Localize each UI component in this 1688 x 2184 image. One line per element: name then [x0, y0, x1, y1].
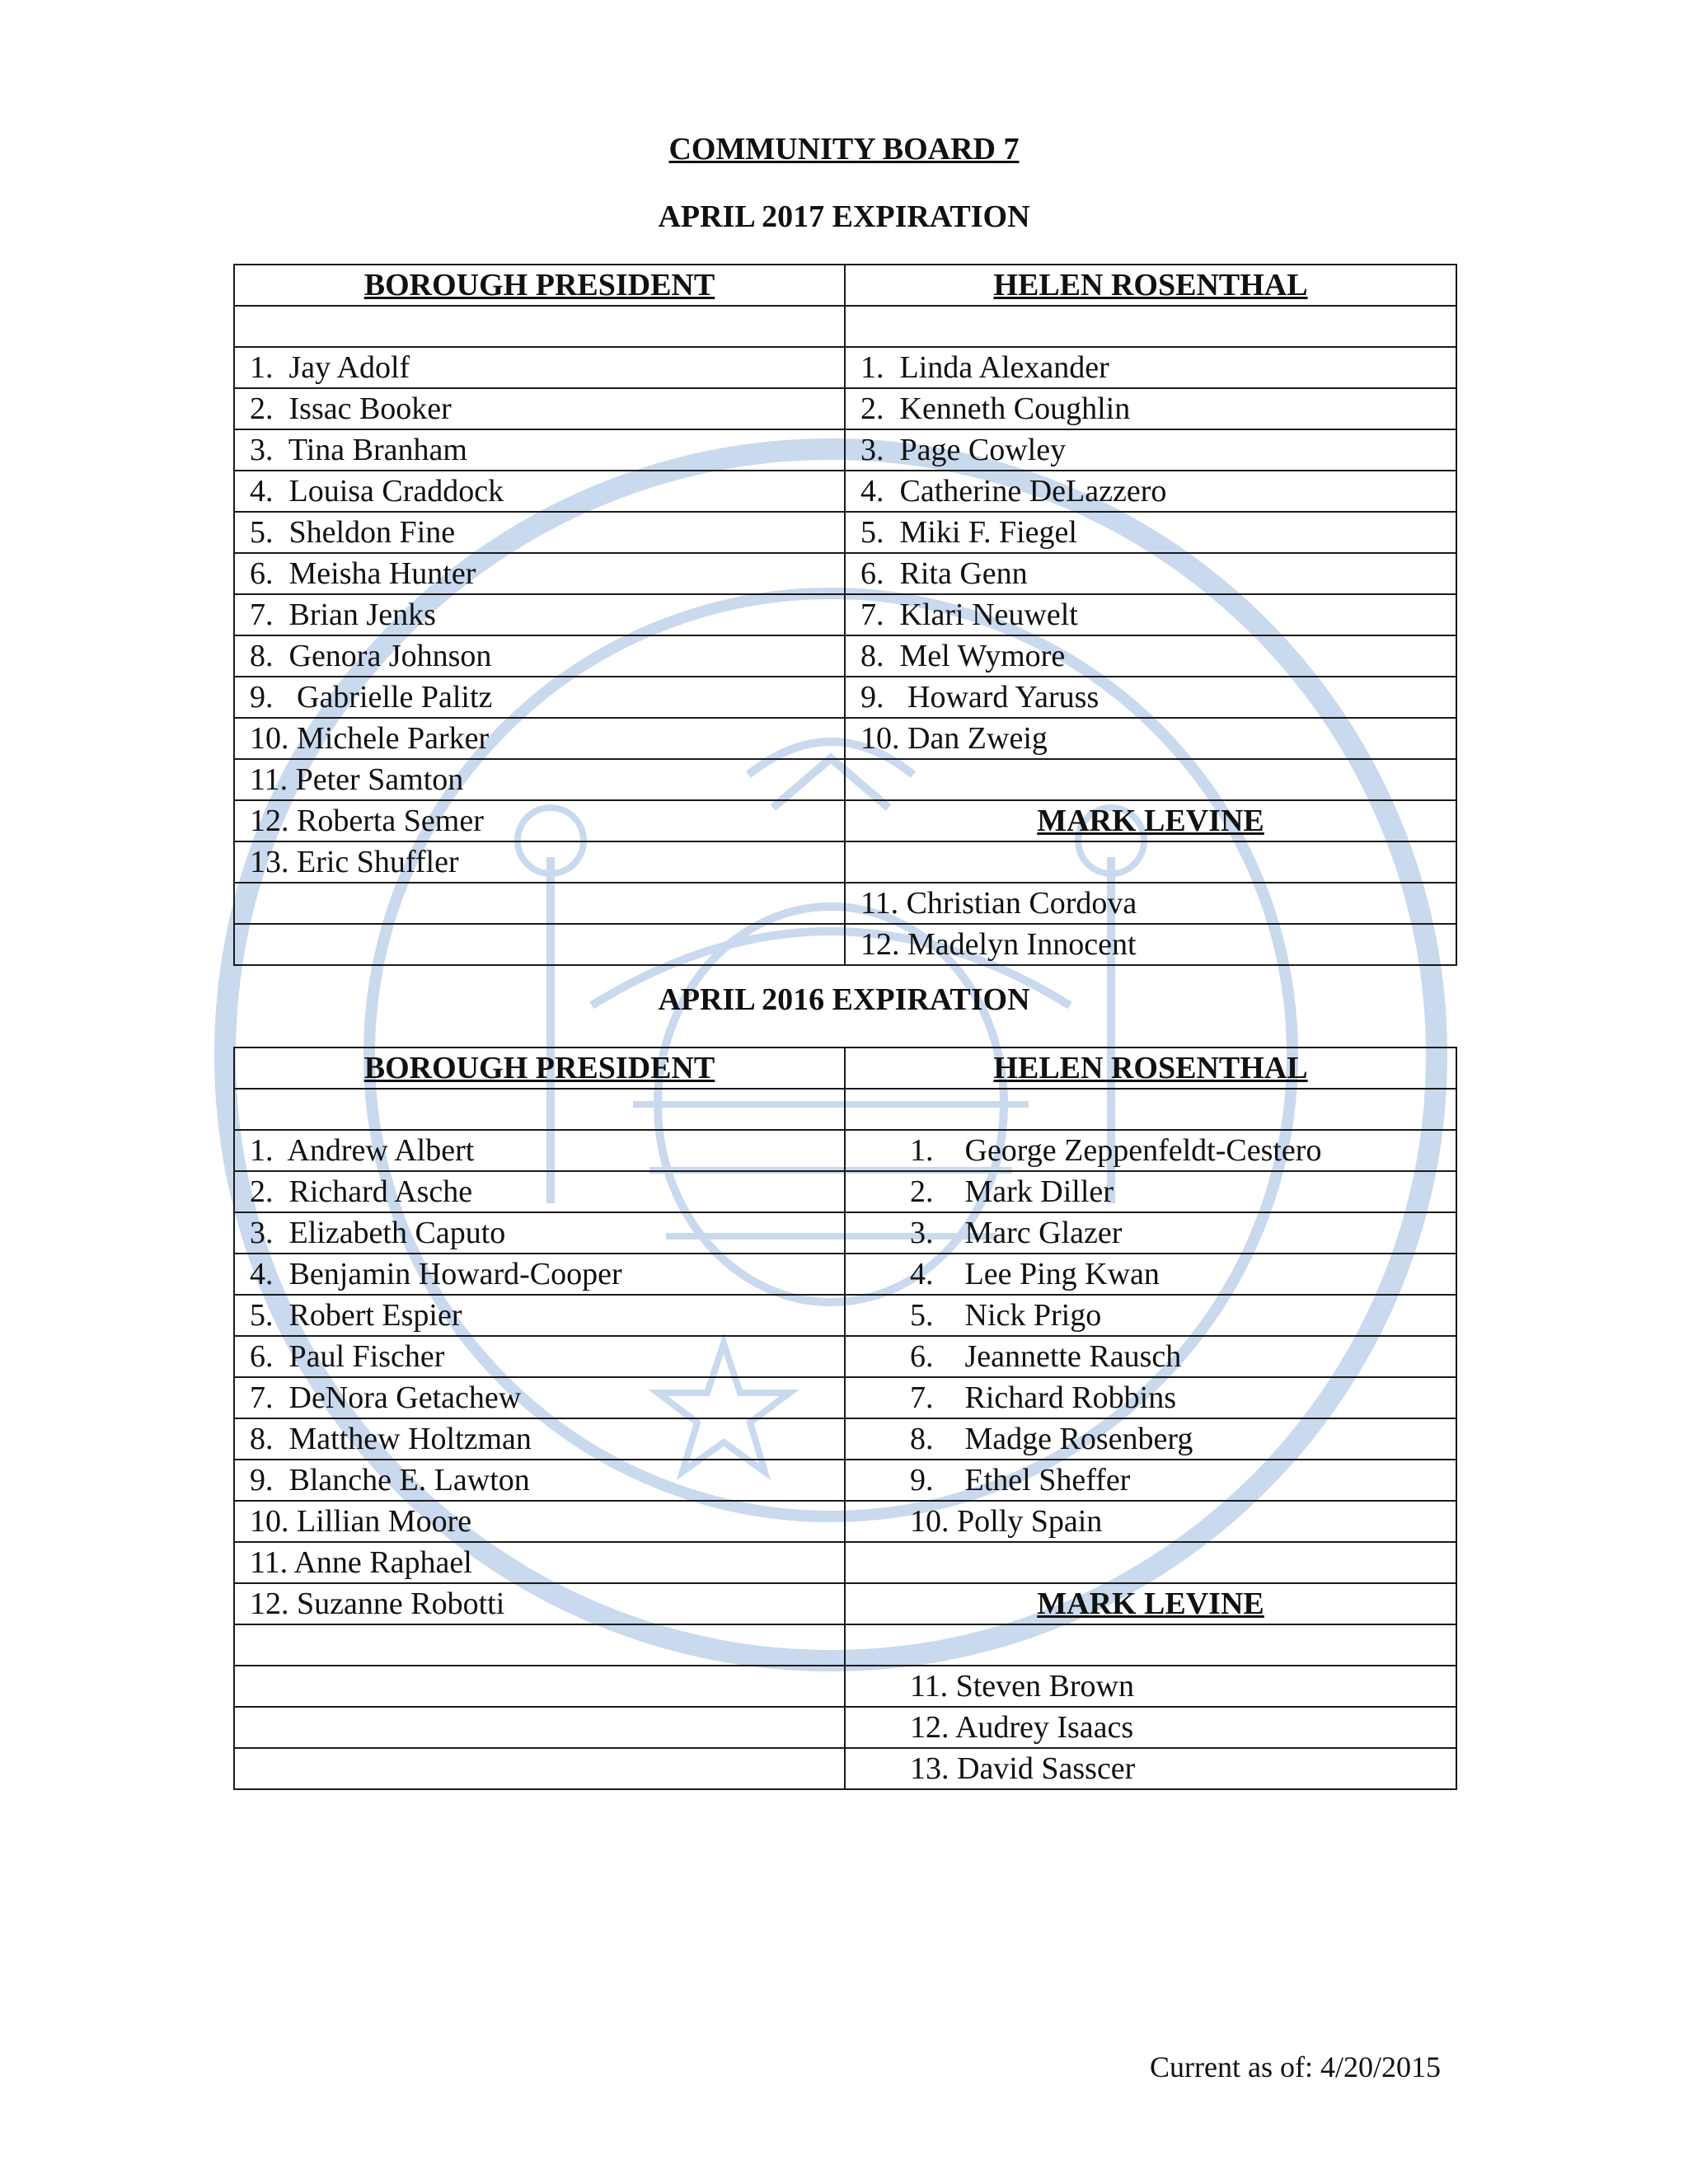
member-name: 6. Rita Genn — [845, 553, 1456, 594]
member-name: 11. Peter Samton — [234, 759, 845, 800]
table-2016 — [233, 1047, 1457, 1790]
member-name: 12. Suzanne Robotti — [234, 1583, 845, 1624]
member-name: 2. Mark Diller — [845, 1171, 1456, 1212]
member-name: 12. Madelyn Innocent — [845, 924, 1456, 965]
member-name: 13. Eric Shuffler — [234, 841, 845, 883]
table-row — [234, 1707, 1456, 1748]
table-row — [234, 1542, 1456, 1583]
member-name: 3. Elizabeth Caputo — [234, 1212, 845, 1254]
table-row — [234, 1336, 1456, 1377]
table-row — [234, 594, 1456, 635]
table-row — [234, 1501, 1456, 1542]
member-name: 3. Page Cowley — [845, 429, 1456, 471]
column-header-mark-levine: MARK LEVINE — [845, 1583, 1456, 1624]
member-name: 11. Anne Raphael — [234, 1542, 845, 1583]
member-name: 9. Ethel Sheffer — [845, 1460, 1456, 1501]
empty-cell — [845, 759, 1456, 800]
column-header-helen-rosenthal: HELEN ROSENTHAL — [845, 265, 1456, 306]
member-name: 10. Dan Zweig — [845, 718, 1456, 759]
table-row — [234, 841, 1456, 883]
member-name: 1. George Zeppenfeldt-Cestero — [845, 1130, 1456, 1171]
table-row — [234, 1377, 1456, 1418]
table-row — [234, 1212, 1456, 1254]
member-name: 10. Lillian Moore — [234, 1501, 845, 1542]
empty-cell — [845, 1542, 1456, 1583]
table-row — [234, 1460, 1456, 1501]
table-row — [234, 635, 1456, 677]
member-name: 10. Polly Spain — [845, 1501, 1456, 1542]
empty-cell — [234, 1707, 845, 1748]
table-row — [234, 388, 1456, 429]
section-2016-heading: APRIL 2016 EXPIRATION — [658, 982, 1030, 1017]
table-2017 — [233, 264, 1457, 966]
member-name: 13. David Sasscer — [845, 1748, 1456, 1789]
member-name: 9. Blanche E. Lawton — [234, 1460, 845, 1501]
member-name: 9. Howard Yaruss — [845, 677, 1456, 718]
member-name: 5. Robert Espier — [234, 1295, 845, 1336]
member-name: 11. Christian Cordova — [845, 883, 1456, 924]
member-name: 1. Andrew Albert — [234, 1130, 845, 1171]
member-name: 2. Issac Booker — [234, 388, 845, 429]
table-row — [234, 1295, 1456, 1336]
member-name: 8. Mel Wymore — [845, 635, 1456, 677]
empty-cell — [845, 306, 1456, 347]
table-row — [234, 1089, 1456, 1130]
table-row — [234, 1254, 1456, 1295]
member-name: 10. Michele Parker — [234, 718, 845, 759]
table-row — [234, 306, 1456, 347]
table-row — [234, 429, 1456, 471]
member-name: 1. Jay Adolf — [234, 347, 845, 388]
member-name: 5. Nick Prigo — [845, 1295, 1456, 1336]
column-header-borough-president: BOROUGH PRESIDENT — [234, 265, 845, 306]
current-as-of-note: Current as of: 4/20/2015 — [1150, 2050, 1441, 2083]
member-name: 12. Audrey Isaacs — [845, 1707, 1456, 1748]
member-name: 12. Roberta Semer — [234, 800, 845, 841]
member-name: 4. Lee Ping Kwan — [845, 1254, 1456, 1295]
member-name: 11. Steven Brown — [845, 1666, 1456, 1707]
member-name: 6. Paul Fischer — [234, 1336, 845, 1377]
member-name: 4. Louisa Craddock — [234, 471, 845, 512]
table-row — [234, 883, 1456, 924]
member-name: 7. DeNora Getachew — [234, 1377, 845, 1418]
column-header-helen-rosenthal: HELEN ROSENTHAL — [845, 1047, 1456, 1089]
empty-cell — [234, 883, 845, 924]
member-name: 7. Brian Jenks — [234, 594, 845, 635]
empty-cell — [234, 1089, 845, 1130]
empty-cell — [845, 841, 1456, 883]
empty-cell — [845, 1624, 1456, 1666]
member-name: 4. Catherine DeLazzero — [845, 471, 1456, 512]
table-row — [234, 1583, 1456, 1624]
table-row — [234, 677, 1456, 718]
member-name: 1. Linda Alexander — [845, 347, 1456, 388]
member-name: 2. Richard Asche — [234, 1171, 845, 1212]
member-name: 8. Genora Johnson — [234, 635, 845, 677]
member-name: 4. Benjamin Howard-Cooper — [234, 1254, 845, 1295]
table-row — [234, 924, 1456, 965]
empty-cell — [234, 1666, 845, 1707]
table-row — [234, 759, 1456, 800]
table-row — [234, 800, 1456, 841]
member-name: 2. Kenneth Coughlin — [845, 388, 1456, 429]
member-name: 7. Klari Neuwelt — [845, 594, 1456, 635]
empty-cell — [234, 1624, 845, 1666]
table-row — [234, 1418, 1456, 1460]
empty-cell — [845, 1089, 1456, 1130]
table-row — [234, 1047, 1456, 1089]
empty-cell — [234, 1748, 845, 1789]
column-header-mark-levine: MARK LEVINE — [845, 800, 1456, 841]
member-name: 5. Miki F. Fiegel — [845, 512, 1456, 553]
table-row — [234, 1666, 1456, 1707]
section-2017-heading: APRIL 2017 EXPIRATION — [658, 199, 1030, 234]
empty-cell — [234, 306, 845, 347]
table-row — [234, 265, 1456, 306]
member-name: 5. Sheldon Fine — [234, 512, 845, 553]
member-name: 3. Marc Glazer — [845, 1212, 1456, 1254]
table-row — [234, 1130, 1456, 1171]
member-name: 8. Madge Rosenberg — [845, 1418, 1456, 1460]
member-name: 6. Meisha Hunter — [234, 553, 845, 594]
table-row — [234, 1624, 1456, 1666]
table-row — [234, 553, 1456, 594]
table-row — [234, 718, 1456, 759]
member-name: 8. Matthew Holtzman — [234, 1418, 845, 1460]
table-row — [234, 1748, 1456, 1789]
member-name: 7. Richard Robbins — [845, 1377, 1456, 1418]
table-row — [234, 471, 1456, 512]
column-header-borough-president: BOROUGH PRESIDENT — [234, 1047, 845, 1089]
member-name: 3. Tina Branham — [234, 429, 845, 471]
table-row — [234, 1171, 1456, 1212]
table-row — [234, 347, 1456, 388]
table-row — [234, 512, 1456, 553]
member-name: 6. Jeannette Rausch — [845, 1336, 1456, 1377]
empty-cell — [234, 924, 845, 965]
member-name: 9. Gabrielle Palitz — [234, 677, 845, 718]
document-title: COMMUNITY BOARD 7 — [668, 132, 1020, 166]
